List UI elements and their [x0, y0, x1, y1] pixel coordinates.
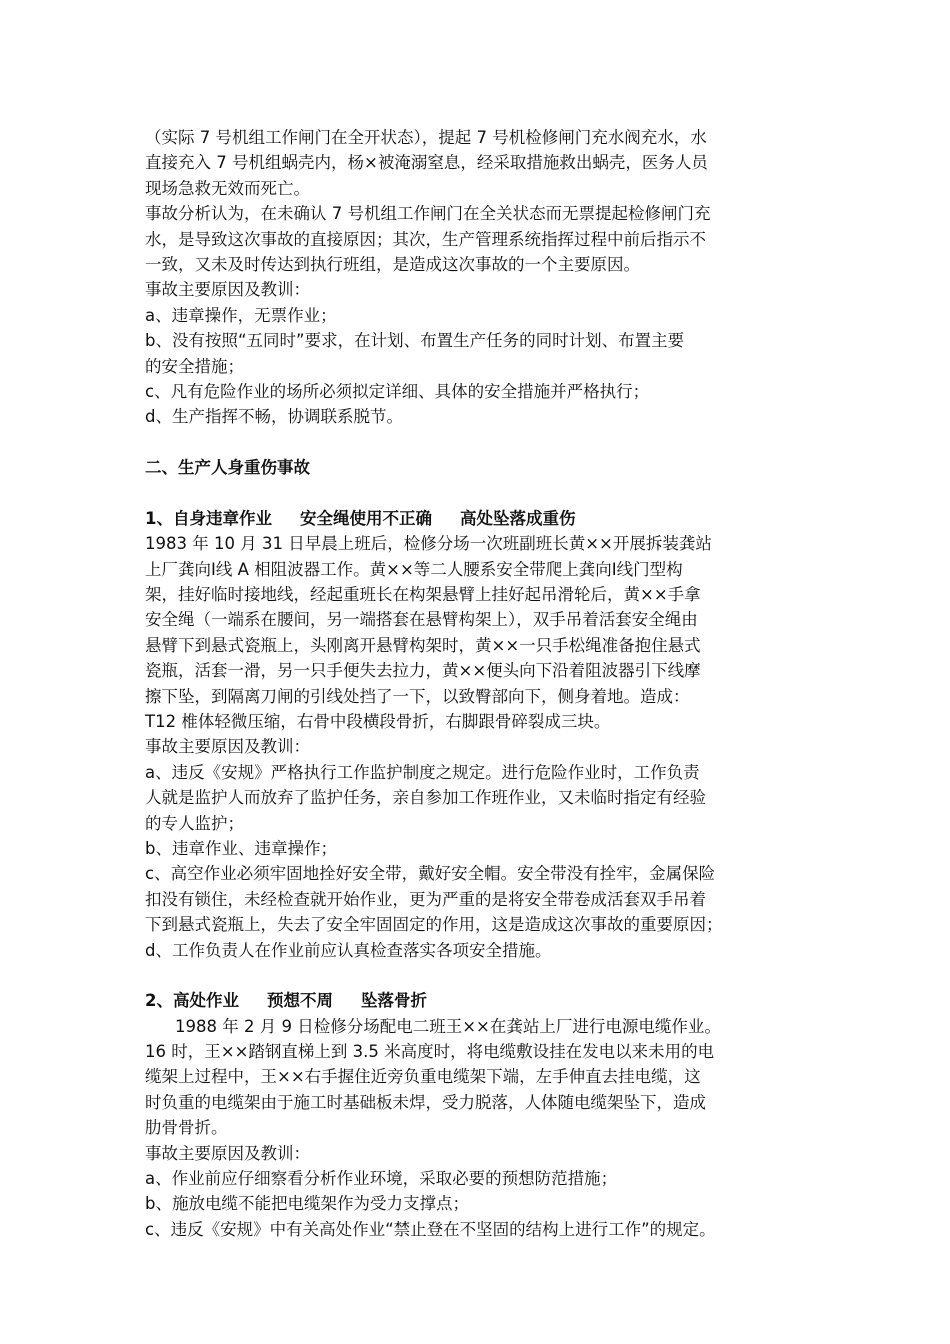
spacer — [145, 430, 825, 455]
body-line: 1983 年 10 月 31 日早晨上班后，检修分场一次班副班长黄××开展拆装龚站 — [145, 534, 712, 554]
body-line: 擦下坠，到隔离刀闸的引线处挡了一下，以致臀部向下，侧身着地。造成： — [145, 686, 690, 706]
case2-heading-part: 坠落骨折 — [360, 991, 427, 1011]
body-line: 悬臂下到悬式瓷瓶上，头刚离开悬臂构架时，黄××一只手松绳准备抱住悬式 — [145, 635, 701, 655]
body-line: 一致，又未及时传达到执行班组，是造成这次事故的一个主要原因。 — [145, 254, 640, 274]
section-heading: 二、生产人身重伤事故 — [145, 458, 310, 478]
body-line: 事故主要原因及教训： — [145, 737, 310, 757]
case1-heading-part: 1、自身违章作业 — [145, 508, 272, 528]
spacer — [145, 963, 825, 988]
list-item: d、工作负责人在作业前应认真检查落实各项安全措施。 — [145, 940, 552, 960]
body-line: 安全绳（一端系在腰间，另一端搭套在悬臂构架上），双手吊着活套安全绳由 — [145, 610, 698, 630]
body-line: 事故主要原因及教训： — [145, 1143, 310, 1163]
list-item: 的安全措施； — [145, 356, 244, 376]
body-line: 时负重的电缆架由于施工时基础板未焊，受力脱落，人体随电缆架坠下，造成 — [145, 1092, 706, 1112]
list-item: b、违章作业、违章操作； — [145, 838, 337, 858]
body-line: 瓷瓶，活套一滑，另一只手便失去拉力，黄××便头向下沿着阻波器引下线摩 — [145, 661, 701, 681]
list-item: a、违反《安规》严格执行工作监护制度之规定。进行危险作业时，工作负责 — [145, 762, 700, 782]
case1-heading — [145, 506, 825, 531]
list-item: b、没有按照“五同时”要求，在计划、布置生产任务的同时计划、布置主要 — [145, 331, 685, 351]
body-line: 水，是导致这次事故的直接原因；其次，生产管理系统指挥过程中前后指示不 — [145, 229, 706, 249]
list-item: b、施放电缆不能把电缆架作为受力支撑点； — [145, 1194, 469, 1214]
list-item: 扣没有锁住，未经检查就开始作业，更为严重的是将安全带卷成活套双手吊着 — [145, 889, 706, 909]
body-line: 16 时，王××踏钢直梯上到 3.5 米高度时，将电缆敷设挂在发电以来未用的电 — [145, 1042, 715, 1062]
case2-heading-part: 预想不周 — [266, 991, 333, 1011]
spacer — [145, 480, 825, 505]
body-line: 直接充入 7 号机组蜗壳内，杨×被淹溺窒息，经采取措施救出蜗壳，医务人员 — [145, 153, 708, 173]
body-line: （实际 7 号机组工作闸门在全开状态），提起 7 号机检修闸门充水阀充水，水 — [145, 128, 707, 147]
document-body — [145, 125, 825, 1242]
body-line: 缆架上过程中，王××右手握住近旁负重电缆架下端，左手伸直去挂电缆，这 — [145, 1067, 701, 1087]
list-item: a、违章操作，无票作业； — [145, 305, 337, 325]
list-item: 的专人监护； — [145, 813, 244, 833]
list-item: c、高空作业必须牢固地拴好安全带，戴好安全帽。安全带没有拴牢，金属保险 — [145, 864, 716, 884]
list-item: c、违反《安规》中有关高处作业“禁止登在不坚固的结构上进行工作”的规定。 — [145, 1219, 716, 1239]
case1-heading-part: 安全绳使用不正确 — [299, 508, 432, 528]
body-line: T12 椎体轻微压缩，右骨中段横段骨折，右脚跟骨碎裂成三块。 — [145, 711, 611, 731]
case2-heading — [145, 988, 825, 1013]
list-item: 人就是监护人而放弃了监护任务，亲自参加工作班作业，又未临时指定有经验 — [145, 788, 706, 808]
body-line: 现场急救无效而死亡。 — [145, 178, 310, 198]
list-item: c、凡有危险作业的场所必须拟定详细、具体的安全措施并严格执行； — [145, 381, 650, 401]
body-line: 架，挂好临时接地线，经起重班长在构架悬臂上挂好起吊滑轮后，黄××手拿 — [145, 585, 701, 605]
body-line: 事故分析认为，在未确认 7 号机组工作闸门在全关状态而无票提起检修闸门充 — [145, 204, 711, 224]
list-item: d、生产指挥不畅，协调联系脱节。 — [145, 407, 403, 427]
body-line: 上厂龚向Ⅰ线 A 相阻波器工作。黄××等二人腰系安全带爬上龚向Ⅰ线门型构 — [145, 559, 683, 579]
body-line: 事故主要原因及教训： — [145, 280, 310, 300]
body-line: 1988 年 2 月 9 日检修分场配电二班王××在龚站上厂进行电源电缆作业。 — [175, 1016, 721, 1036]
list-item: 下到悬式瓷瓶上，失去了安全牢固固定的作用，这是造成这次事故的重要原因； — [145, 915, 723, 935]
case2-heading-part: 2、高处作业 — [145, 991, 239, 1011]
list-item: a、作业前应仔细察看分析作业环境，采取必要的预想防范措施； — [145, 1169, 618, 1189]
body-line: 肋骨骨折。 — [145, 1118, 228, 1138]
case1-heading-part: 高处坠落成重伤 — [459, 508, 576, 528]
